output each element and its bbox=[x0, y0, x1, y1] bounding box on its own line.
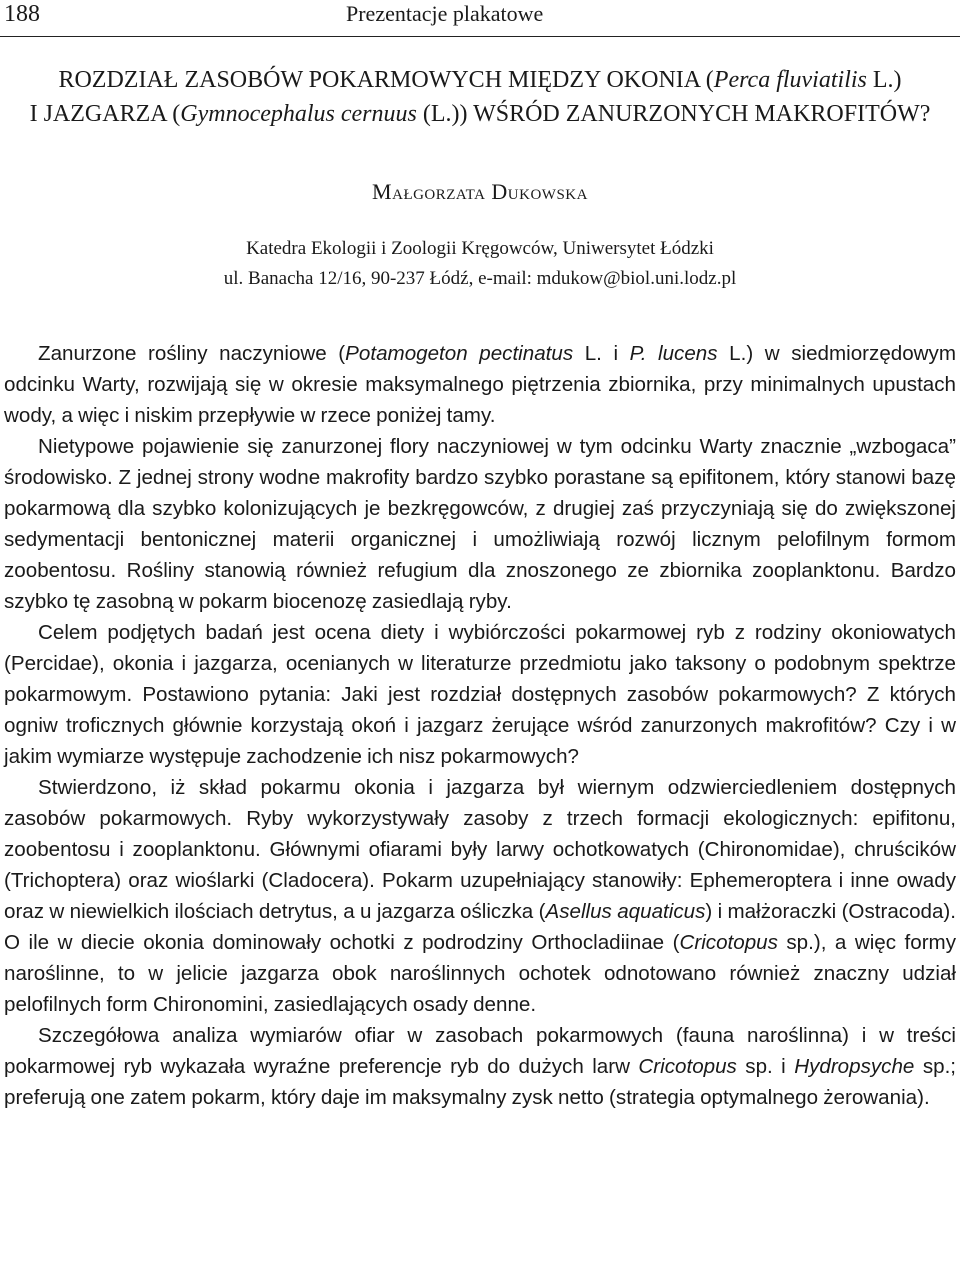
title-line-2 bbox=[4, 97, 956, 131]
header-rule bbox=[0, 36, 960, 37]
abstract-body bbox=[4, 338, 956, 1113]
species-name: Perca fluviatilis bbox=[713, 67, 867, 93]
species-name: Cricotopus bbox=[679, 931, 778, 954]
text-run: Stwierdzono, iż skład pokarmu okonia i jazgarza był wiernym odzwierciedleniem dostępnych zasobów pokarmowych. Ryby wykorzystywały zasoby z trzech formacji ekologicznych: epifitonu, zoobentosu i zooplanktonu. Głównymi ofiarami były larwy ochotkowatych (Chironomidae), chruścików (Trichoptera) oraz wioślarki (Cladocera). Pokarm uzupełniający stanowiły: Ephemeroptera i inne owady oraz w niewielkich ilościach detrytus, a u jazgarza ośliczka ( bbox=[4, 776, 956, 923]
text-run: ) i małżoraczki (Ostracoda). O ile w diecie okonia dominowały ochotki z podrodziny Orthocladiinae ( bbox=[4, 900, 957, 954]
affiliation bbox=[0, 234, 960, 294]
page-number: 188 bbox=[4, 1, 40, 27]
species-name: Asellus aquaticus bbox=[545, 900, 706, 923]
paragraph-5 bbox=[4, 1020, 956, 1113]
text-run: L. i bbox=[573, 342, 630, 365]
species-name: Potamogeton pectinatus bbox=[345, 342, 574, 365]
title-line-1 bbox=[4, 63, 956, 97]
title-text: L.) bbox=[866, 67, 902, 93]
text-run: Szczegółowa analiza wymiarów ofiar w zasobach pokarmowych (fauna naroślinna) i w treści pokarmowej ryb wykazała wyraźne preferencje ryb do dużych larw bbox=[4, 1024, 956, 1078]
affiliation-line-2: ul. Banacha 12/16, 90-237 Łódź, e-mail: mdukow@biol.uni.lodz.pl bbox=[223, 268, 737, 289]
paragraph-4 bbox=[4, 772, 956, 1020]
text-run: sp.), a więc formy naroślinne, to w jelicie jazgarza obok naroślinnych ochotek odnotowano również znaczny udział pelofilnych form Chironomini, zasiedlających osady denne. bbox=[4, 931, 957, 1016]
affiliation-line-1: Katedra Ekologii i Zoologii Kręgowców, Uniwersytet Łódzki bbox=[246, 238, 714, 259]
text-run: sp. i bbox=[736, 1055, 795, 1078]
text-run: sp.; preferują one zatem pokarm, który daje im maksymalny zysk netto (strategia optymalnego żerowania). bbox=[4, 1055, 957, 1109]
paragraph-1 bbox=[4, 338, 956, 431]
page-header bbox=[0, 0, 960, 40]
text-run: Zanurzone rośliny naczyniowe ( bbox=[38, 342, 346, 365]
title-text: ROZDZIAŁ ZASOBÓW POKARMOWYCH MIĘDZY OKONIA ( bbox=[58, 67, 714, 93]
species-name: Gymnocephalus cernuus bbox=[180, 101, 417, 127]
title-text: (L.)) WŚRÓD ZANURZONYCH MAKROFITÓW? bbox=[416, 101, 931, 127]
text-run: L.) w siedmiorzędowym odcinku Warty, rozwijają się w okresie maksymalnego piętrzenia zbiornika, przy minimalnych upustach wody, a więc i niskim przepływie w rzece poniżej tamy. bbox=[4, 342, 957, 427]
running-head: Prezentacje plakatowe bbox=[346, 1, 544, 26]
title-text: I JAZGARZA ( bbox=[29, 101, 181, 127]
species-name: Cricotopus bbox=[638, 1055, 737, 1078]
article-title bbox=[4, 63, 956, 131]
paragraph-3: Celem podjętych badań jest ocena diety i wybiórczości pokarmowej ryb z rodziny okoniowatych (Percidae), okonia i jazgarza, ocenianych w literaturze przedmiotu jako taksony o podobnym spektrze pokarmowym. Postawiono pytania: Jaki jest rozdział dostępnych zasobów pokarmowych? Z których ogniw troficznych głównie korzystają okoń i jazgarz żerujące wśród zanurzonych makrofitów? Czy i w jakim wymiarze występuje zachodzenie ich nisz pokarmowych? bbox=[4, 621, 956, 768]
paragraph-2: Nietypowe pojawienie się zanurzonej flory naczyniowej w tym odcinku Warty znacznie „wzbogaca” środowisko. Z jednej strony wodne makrofity bardzo szybko porastane są epifitonem, który stanowi bazę pokarmową dla szybko kolonizujących je bezkręgowców, z drugiej zaś przyczyniają się do zwiększonej sedymentacji bentonicznej materii organicznej i umożliwiają rozwój licznym pelofilnym formom zoobentosu. Rośliny stanowią również refugium dla znoszonego ze zbiornika zooplanktonu. Bardzo szybko tę zasobną w pokarm biocenozę zasiedlają ryby. bbox=[4, 435, 956, 613]
species-name: P. lucens bbox=[629, 342, 718, 365]
species-name: Hydropsyche bbox=[794, 1055, 915, 1078]
author-name: Małgorzata Dukowska bbox=[372, 179, 588, 204]
